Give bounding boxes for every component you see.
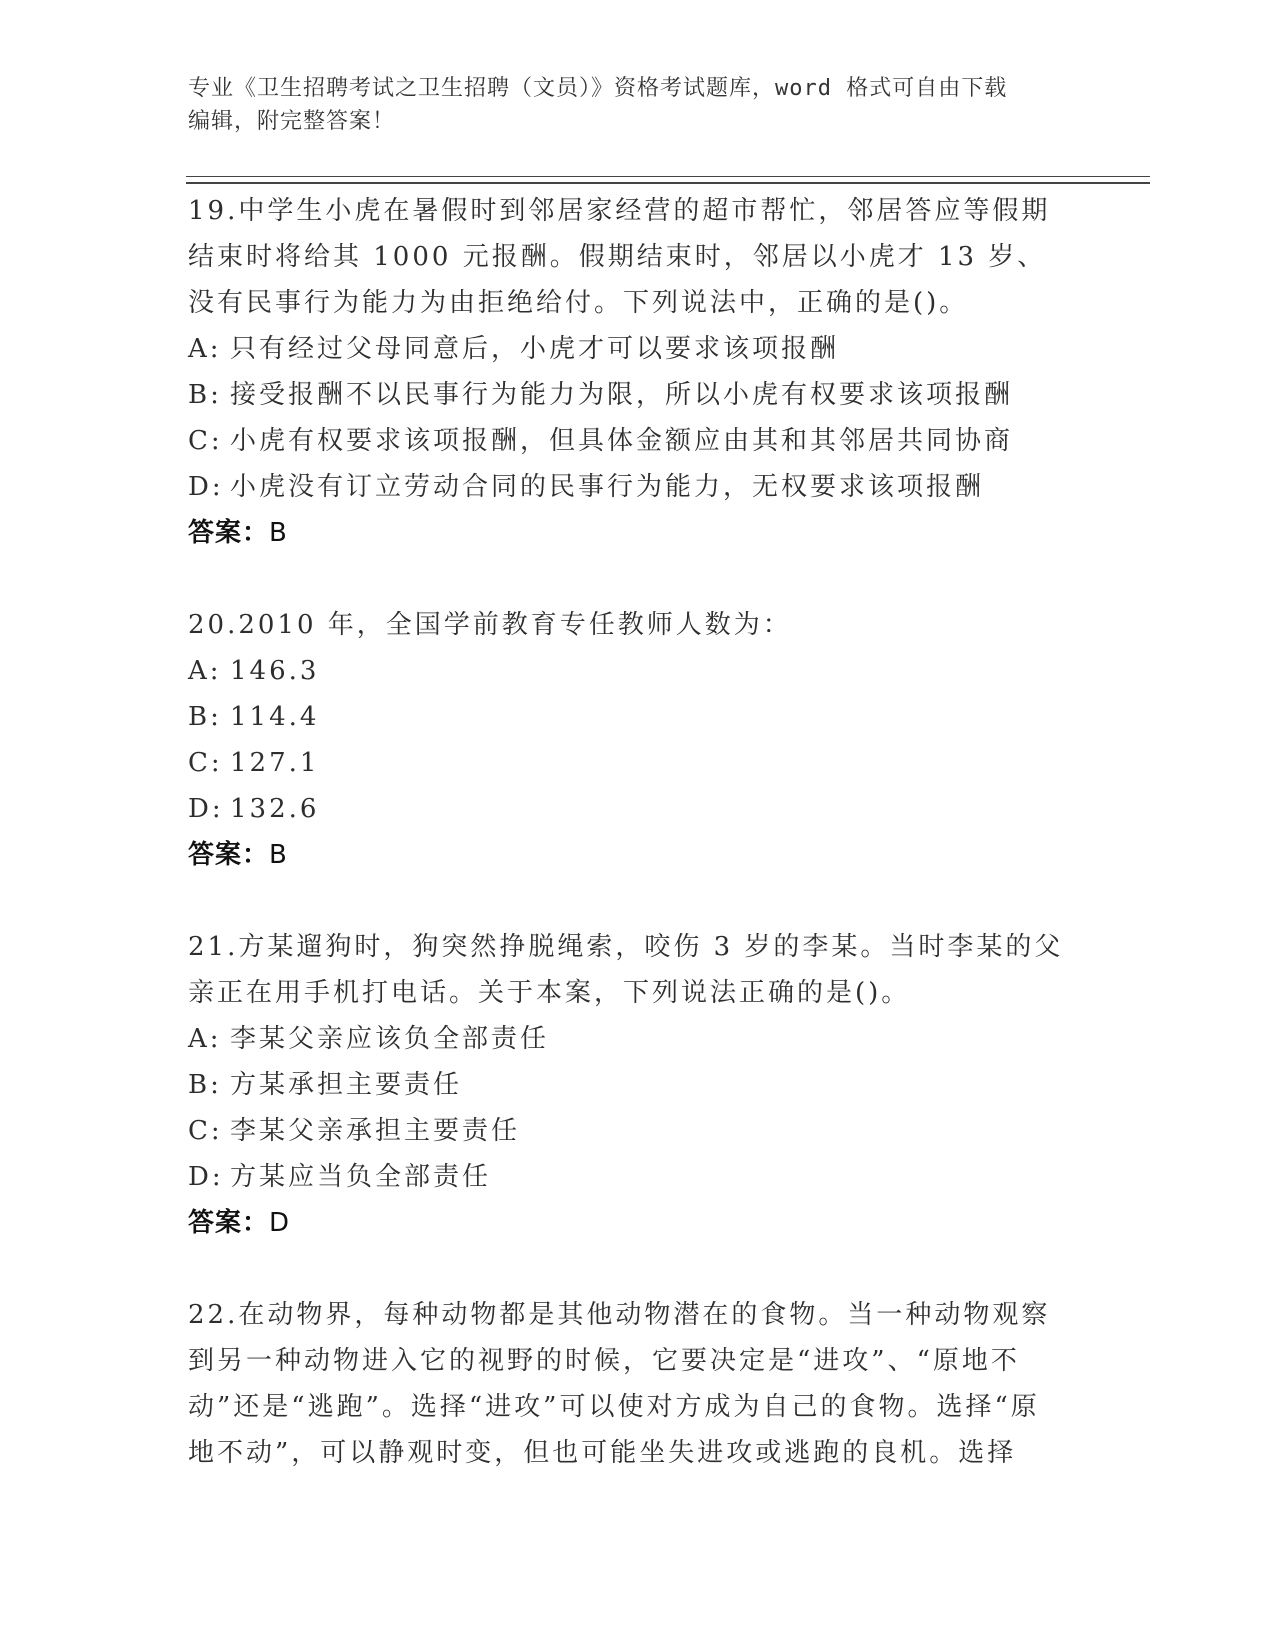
option-item [188,1108,1088,1154]
option-text: 146.3 [230,656,320,686]
option-item [188,418,1088,464]
answer-line [188,510,1088,556]
option-text: 132.6 [230,794,320,824]
option-key: C: [188,426,223,456]
option-text: 方某应当负全部责任 [230,1162,492,1192]
option-text: 小虎没有订立劳动合同的民事行为能力，无权要求该项报酬 [230,472,985,502]
answer-value: B [269,840,288,870]
option-text: 小虎有权要求该项报酬，但具体金额应由其和其邻居共同协商 [230,426,1014,456]
answer-label: 答案： [188,518,270,548]
option-item [188,694,1088,740]
question-text: 22.在动物界，每种动物都是其他动物潜在的食物。当一种动物观察到另一种动物进入它的视野的时候，它要决定是“进攻”、“原地不动”还是“逃跑”。选择“进攻”可以使对方成为自己的食物。选择“原地不动”，可以静观时变，但也可能坐失进攻或逃跑的良机。选择 [188,1300,1051,1468]
answer-value: D [269,1208,291,1238]
option-text: 127.1 [230,748,320,778]
option-key: C: [188,1116,223,1146]
option-item [188,740,1088,786]
option-key: A: [188,334,222,364]
option-text: 李某父亲应该负全部责任 [230,1024,550,1054]
option-key: D: [188,794,224,824]
option-text: 李某父亲承担主要责任 [230,1116,521,1146]
option-key: B: [188,380,222,410]
option-item [188,1154,1088,1200]
question-block [188,188,1088,556]
option-item [188,1062,1088,1108]
option-key: B: [188,702,222,732]
option-key: A: [188,1024,222,1054]
option-text: 114.4 [230,702,320,732]
option-item [188,1016,1088,1062]
option-item [188,372,1088,418]
option-key: A: [188,656,222,686]
answer-label: 答案： [188,840,270,870]
header-line-2: 编辑，附完整答案！ [188,109,396,134]
option-key: C: [188,748,223,778]
option-list [188,648,1088,832]
answer-line [188,1200,1088,1246]
question-text: 19.中学生小虎在暑假时到邻居家经营的超市帮忙，邻居答应等假期结束时将给其 1000 元报酬。假期结束时，邻居以小虎才 13 岁、没有民事行为能力为由拒绝给付。下列说法中，正确的是()。 [188,196,1051,318]
question-list [188,188,1088,1522]
option-key: D: [188,472,224,502]
option-key: D: [188,1162,224,1192]
option-list [188,326,1088,510]
option-item [188,464,1088,510]
option-list [188,1016,1088,1200]
question-block [188,602,1088,878]
option-text: 只有经过父母同意后，小虎才可以要求该项报酬 [230,334,840,364]
option-key: B: [188,1070,222,1100]
answer-value: B [269,518,288,548]
option-text: 方某承担主要责任 [230,1070,463,1100]
header-divider [186,176,1150,184]
option-item [188,648,1088,694]
question-text: 21.方某遛狗时，狗突然挣脱绳索，咬伤 3 岁的李某。当时李某的父亲正在用手机打电话。关于本案，下列说法正确的是()。 [188,932,1064,1008]
question-block [188,924,1088,1246]
option-item [188,326,1088,372]
question-block [188,1292,1088,1476]
option-text: 接受报酬不以民事行为能力为限，所以小虎有权要求该项报酬 [230,380,1014,410]
answer-line [188,832,1088,878]
option-item [188,786,1088,832]
header-line-1: 专业《卫生招聘考试之卫生招聘（文员）》资格考试题库，word 格式可自由下载 [188,76,1008,101]
answer-label: 答案： [188,1208,270,1238]
document-header [188,72,1088,138]
question-text: 20.2010 年，全国学前教育专任教师人数为： [188,610,792,640]
